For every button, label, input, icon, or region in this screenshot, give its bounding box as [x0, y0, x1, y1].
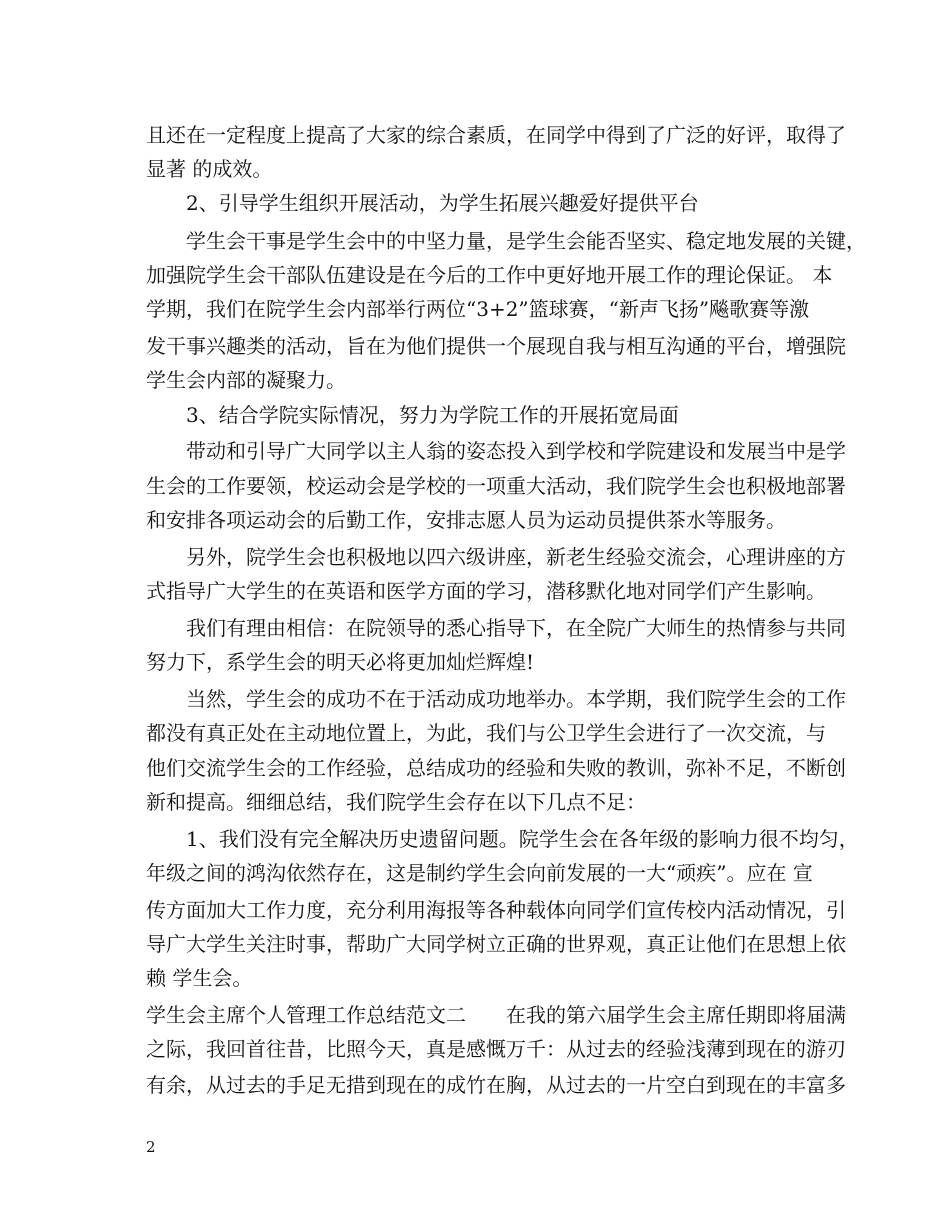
text-line: 有余，从过去的手足无措到现在的成竹在胸，从过去的一片空白到现在的丰富多: [146, 1073, 846, 1097]
text-line: 传方面加大工作力度，充分利用海报等各种载体向同学们宣传校内活动情况，引: [146, 898, 846, 922]
text-line: 学生会内部的凝聚力。: [146, 368, 346, 392]
text-line: 另外，院学生会也积极地以四六级讲座，新老生经验交流会，心理讲座的方: [146, 545, 846, 569]
text-line: 1、我们没有完全解决历史遗留问题。院学生会在各年级的影响力很不均匀，: [146, 827, 859, 851]
text-line: 我们有理由相信：在院领导的悉心指导下，在全院广大师生的热情参与共同: [146, 616, 846, 640]
text-line: 新和提高。细细总结，我们院学生会存在以下几点不足：: [146, 790, 646, 814]
text-line: 都没有真正处在主动地位置上，为此，我们与公卫学生会进行了一次交流，与: [146, 721, 826, 745]
text-line: 加强院学生会干部队伍建设是在今后的工作中更好地开展工作的理论保证。 本: [146, 263, 833, 287]
page-number: 2: [146, 1138, 156, 1156]
text-line: 学生会干事是学生会中的中坚力量，是学生会能否坚实、稳定地发展的关键，: [146, 229, 866, 253]
text-line: 学期，我们在院学生会内部举行两位“3+2”篮球赛，“新声飞扬”飚歌赛等激: [146, 297, 810, 321]
text-line: 且还在一定程度上提高了大家的综合素质，在同学中得到了广泛的好评，取得了: [146, 123, 846, 147]
text-line: 年级之间的鸿沟依然存在，这是制约学生会向前发展的一大“顽疾”。应在 宣: [146, 861, 813, 885]
text-line: 导广大学生关注时事，帮助广大同学树立正确的世界观，真正让他们在思想上依: [146, 932, 846, 956]
text-line: 生会的工作要领，校运动会是学校的一项重大活动，我们院学生会也积极地部署: [146, 474, 846, 498]
text-line: 带动和引导广大同学以主人翁的姿态投入到学校和学院建设和发展当中是学: [146, 439, 846, 463]
text-line: 发干事兴趣类的活动，旨在为他们提供一个展现自我与相互沟通的平台，增强院: [146, 334, 846, 358]
text-line: 式指导广大学生的在英语和医学方面的学习，潜移默化地对同学们产生影响。: [146, 579, 826, 603]
text-line: 3、结合学院实际情况，努力为学院工作的开展拓宽局面: [146, 403, 679, 427]
text-line: 赖 学生会。: [146, 966, 253, 990]
text-line: 和安排各项运动会的后勤工作，安排志愿人员为运动员提供茶水等服务。: [146, 508, 786, 532]
text-line: 2、引导学生组织开展活动，为学生拓展兴趣爱好提供平台: [146, 191, 699, 215]
text-line: 努力下，系学生会的明天必将更加灿烂辉煌!: [146, 650, 535, 674]
text-line: 学生会主席个人管理工作总结范文二 在我的第六届学生会主席任期即将届满: [146, 1003, 846, 1027]
text-line: 他们交流学生会的工作经验，总结成功的经验和失败的教训，弥补不足，不断创: [146, 756, 846, 780]
text-line: 之际，我回首往昔，比照今天，真是感慨万千：从过去的经验浅薄到现在的游刃: [146, 1037, 846, 1061]
text-line: 当然，学生会的成功不在于活动成功地举办。本学期，我们院学生会的工作: [146, 687, 846, 711]
text-line: 显著 的成效。: [146, 157, 273, 181]
